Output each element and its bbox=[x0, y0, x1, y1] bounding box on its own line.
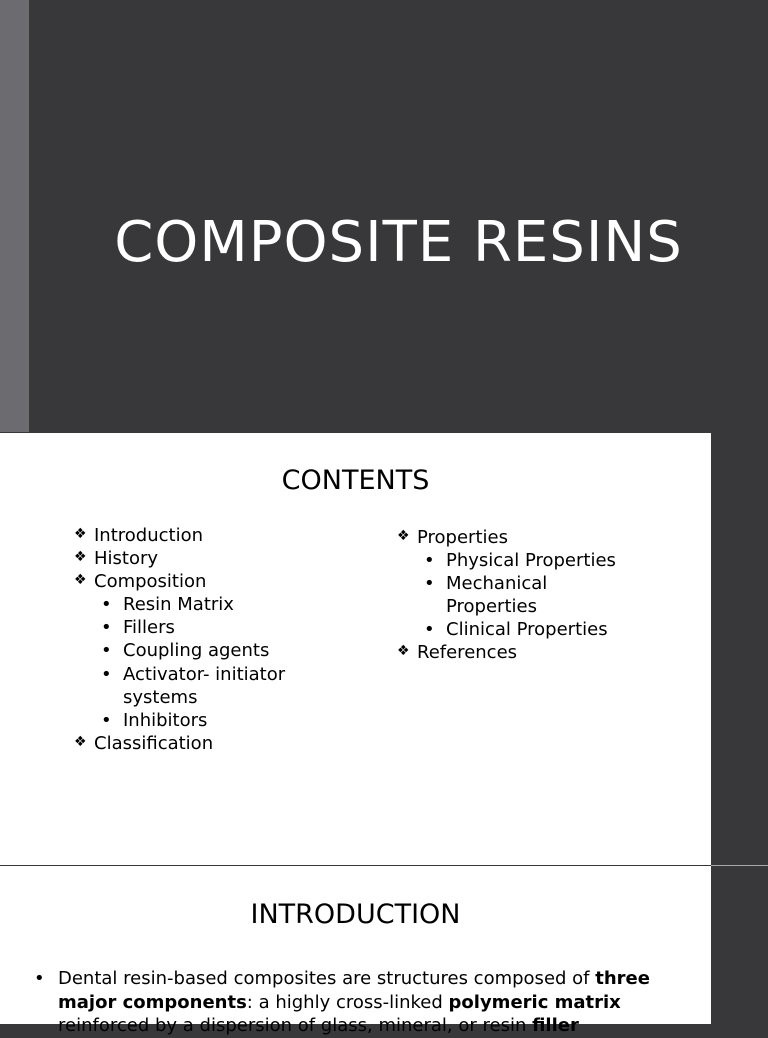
bullet-icon: • bbox=[101, 709, 112, 731]
introduction-bullets bbox=[34, 967, 702, 1038]
list-item: ❖ Introduction bbox=[74, 525, 204, 546]
contents-heading: CONTENTS bbox=[281, 465, 430, 496]
bullet-icon: • bbox=[101, 663, 112, 685]
introduction-slide bbox=[0, 866, 711, 1036]
diamond-bullet-icon: ❖ bbox=[397, 528, 410, 544]
diamond-bullet-icon: ❖ bbox=[74, 526, 87, 542]
sub-list-item: • Inhibitors bbox=[101, 709, 208, 731]
list-item: ❖ References bbox=[397, 642, 518, 664]
bullet-icon: • bbox=[424, 550, 435, 572]
diamond-bullet-icon: ❖ bbox=[74, 733, 87, 750]
diamond-bullet-icon: ❖ bbox=[74, 572, 87, 589]
list-item: ❖ Classification bbox=[74, 732, 214, 754]
bullet-icon: • bbox=[101, 640, 112, 662]
slide-title: COMPOSITE RESINS bbox=[114, 210, 683, 275]
sub-list-item: • Mechanical Properties bbox=[424, 573, 548, 618]
diamond-bullet-icon: ❖ bbox=[397, 643, 410, 660]
bullet-icon: • bbox=[101, 617, 112, 639]
list-item: ❖ Properties bbox=[397, 527, 508, 548]
list-item: ❖ Composition bbox=[74, 571, 207, 593]
sub-list-item: • Clinical Properties bbox=[424, 619, 608, 641]
contents-left-column bbox=[74, 524, 334, 755]
bullet-icon: • bbox=[424, 619, 435, 641]
contents-right-column bbox=[397, 526, 647, 665]
sub-list-item: • Fillers bbox=[101, 617, 175, 639]
bullet-icon: • bbox=[101, 594, 112, 616]
list-item: ❖ History bbox=[74, 548, 159, 570]
bullet-icon: • bbox=[34, 968, 45, 989]
sub-list-item: • Physical Properties bbox=[424, 550, 616, 572]
background-panel bbox=[711, 866, 768, 1024]
bullet-icon: • bbox=[424, 573, 435, 595]
introduction-heading: INTRODUCTION bbox=[250, 899, 461, 930]
accent-stripe bbox=[0, 0, 29, 432]
title-slide bbox=[29, 0, 768, 432]
list-item: • Dental resin-based composites are structures composed of three major components: a highly cross-linked polymeric matrix reinforced by a dispersion of glass, mineral, or resin filler bbox=[34, 968, 650, 1036]
contents-slide bbox=[0, 433, 711, 865]
sub-list-item: • Resin Matrix bbox=[101, 594, 234, 616]
sub-list-item: • Coupling agents bbox=[101, 640, 270, 662]
sub-list-item: • Activator- initiator systems bbox=[101, 663, 286, 708]
background-panel bbox=[711, 433, 768, 865]
diamond-bullet-icon: ❖ bbox=[74, 549, 87, 566]
